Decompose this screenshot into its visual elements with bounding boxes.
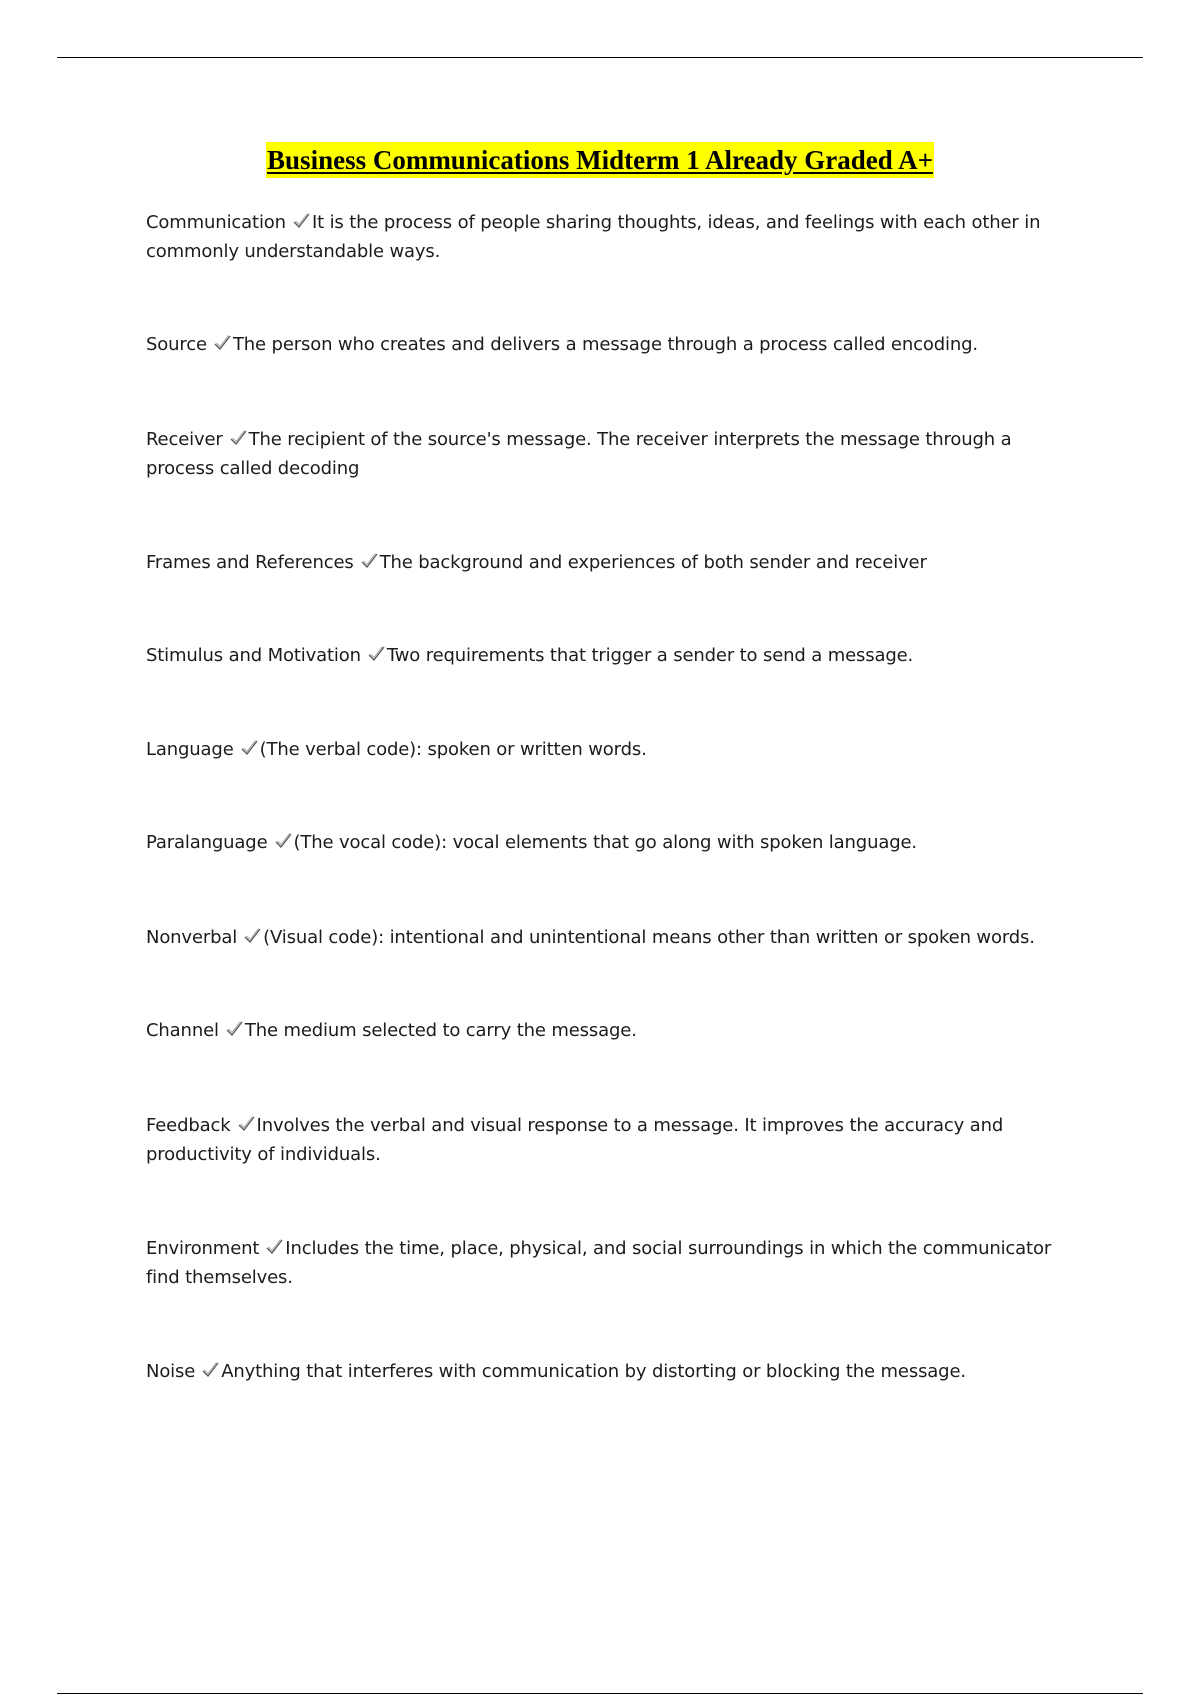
entry-term: Stimulus and Motivation: [146, 645, 361, 666]
entry-stimulus-and-motivation: [146, 641, 1081, 670]
top-rule: [57, 57, 1143, 58]
entry-definition: Involves the verbal and visual response to a message. It improves the accuracy and productivity of individuals.: [146, 1115, 1004, 1165]
entry-noise: [146, 1357, 1081, 1386]
check-mark-icon: [237, 1115, 256, 1133]
entry-definition: The person who creates and delivers a message through a process called encoding.: [232, 334, 978, 355]
check-mark-icon: [265, 1238, 284, 1256]
entry-language: [146, 735, 1081, 764]
entry-term: Language: [146, 739, 234, 760]
entry-receiver: [146, 425, 1081, 483]
entry-communication: [146, 208, 1081, 266]
entry-paralanguage: [146, 828, 1081, 857]
entry-source: [146, 330, 1081, 359]
entry-frames-and-references: [146, 548, 1081, 577]
check-mark-icon: [229, 429, 248, 447]
check-mark-icon: [213, 334, 232, 352]
bottom-rule: [57, 1693, 1143, 1694]
entry-term: Noise: [146, 1361, 196, 1382]
check-mark-icon: [201, 1361, 220, 1379]
entry-term: Environment: [146, 1238, 260, 1259]
entry-term: Paralanguage: [146, 832, 268, 853]
entry-definition: The recipient of the source's message. The receiver interprets the message through a process called decoding: [146, 429, 1012, 479]
entry-feedback: [146, 1111, 1081, 1169]
entry-term: Channel: [146, 1020, 219, 1041]
check-mark-icon: [274, 832, 293, 850]
entry-definition: The medium selected to carry the message.: [244, 1020, 637, 1041]
entry-term: Frames and References: [146, 552, 354, 573]
entry-definition: Two requirements that trigger a sender to send a message.: [386, 645, 914, 666]
entry-environment: [146, 1234, 1081, 1292]
check-mark-icon: [243, 927, 262, 945]
check-mark-icon: [292, 212, 311, 230]
check-mark-icon: [240, 739, 259, 757]
entry-definition: The background and experiences of both sender and receiver: [379, 552, 927, 573]
entry-term: Communication: [146, 212, 286, 233]
entry-definition: Includes the time, place, physical, and social surroundings in which the communicator find themselves.: [146, 1238, 1052, 1288]
entry-definition: (The vocal code): vocal elements that go along with spoken language.: [293, 832, 917, 853]
entry-definition: (Visual code): intentional and unintentional means other than written or spoken words.: [263, 927, 1035, 948]
entry-definition: It is the process of people sharing thoughts, ideas, and feelings with each other in commonly understandable ways.: [146, 212, 1041, 262]
entry-nonverbal: [146, 923, 1081, 952]
entry-term: Source: [146, 334, 207, 355]
entry-term: Receiver: [146, 429, 223, 450]
check-mark-icon: [367, 645, 386, 663]
document-title: Business Communications Midterm 1 Already Graded A+: [266, 142, 934, 178]
entry-channel: [146, 1016, 1081, 1045]
title-container: [0, 142, 1200, 178]
entry-definition: Anything that interferes with communication by distorting or blocking the message.: [221, 1361, 966, 1382]
entry-term: Nonverbal: [146, 927, 238, 948]
check-mark-icon: [225, 1020, 244, 1038]
entry-term: Feedback: [146, 1115, 231, 1136]
entry-definition: (The verbal code): spoken or written words.: [259, 739, 647, 760]
check-mark-icon: [360, 552, 379, 570]
